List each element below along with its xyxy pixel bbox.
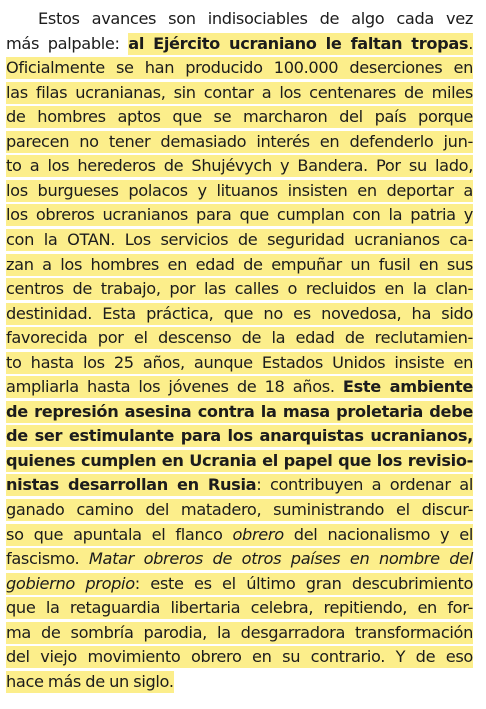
highlighted-text: las filas ucranianas, sin contar a los centenares de miles [6,82,473,102]
highlighted-text: hace más de un siglo. [6,671,174,691]
highlighted-text: los burgueses polacos y lituanos insisten en deportar a [6,180,473,200]
highlighted-text: Matar obreros de otros países en nombre del [88,549,473,569]
highlighted-text: quienes cumplen en Ucrania el papel que los revisio- [6,450,473,470]
highlighted-text: : contribuyen a ordenar al [256,475,473,495]
text-line [6,253,473,277]
text-line [6,523,473,547]
highlighted-text: los obreros ucranianos para que cumplan con la patria y [6,205,473,225]
text-line [6,130,473,154]
highlighted-text: to a los herederos de Shujévych y Bandera. Por su lado, [6,156,473,176]
text-line [6,424,473,448]
text-line [38,7,473,31]
text-line [6,203,473,227]
highlighted-text: ampliarla hasta los jóvenes de 18 años. [6,377,343,397]
text-line [6,81,473,105]
text-line [6,547,473,571]
highlighted-text: ganado camino del matadero, suministrando el discur- [6,500,473,519]
text-line [6,621,473,645]
text-line [6,400,473,424]
text-line [6,179,473,203]
highlighted-text: so que apuntala el flanco [6,524,233,544]
highlighted-text: Este ambiente [342,377,473,397]
text-line [6,375,473,399]
highlighted-text: al Ejército ucraniano le faltan tropas [128,33,469,53]
text-segment: más palpable: [6,33,129,53]
text-line [6,105,473,129]
text-line [6,228,473,252]
text-line [6,498,473,522]
highlighted-text: destinidad. Esta práctica, que no es novedosa, ha sido [6,303,473,323]
text-line [6,572,473,596]
highlighted-text: de represión asesina contra la masa proletaria debe [6,401,473,421]
highlighted-text: ma de sombría parodia, la desgarradora transformación [6,622,473,642]
text-segment: Estos avances son indisociables de algo cada vez [38,9,473,28]
highlighted-text: obrero [232,524,284,544]
highlighted-text: Oficialmente se han producido 100.000 deserciones en [6,58,473,78]
text-line [6,596,473,620]
text-line [6,56,473,80]
text-line [6,154,473,178]
highlighted-text: de hombres aptos que se marcharon del país porque [6,107,473,127]
highlighted-text: to hasta los 25 años, aunque Estados Unidos insiste en [6,352,473,372]
text-line [6,645,473,669]
text-line [6,277,473,301]
highlighted-text: que la retaguardia libertaria celebra, repitiendo, en for- [6,598,473,618]
text-line [6,670,473,694]
text-line [6,473,473,497]
highlighted-text: de ser estimulante para los anarquistas ucranianos, [6,426,473,446]
text-line [6,32,473,56]
highlighted-text: favorecida por el descenso de la edad de reclutamien- [6,328,473,348]
text-line [6,351,473,375]
highlighted-text: con la OTAN. Los servicios de seguridad ucranianos ca- [6,229,473,249]
highlighted-text: del nacionalismo y el [283,524,473,544]
highlighted-text: : este es el último gran descubrimiento [134,573,473,593]
text-line [6,326,473,350]
highlighted-text: gobierno propio [6,573,135,593]
highlighted-text: fascismo. [6,549,89,569]
text-line [6,449,473,473]
highlighted-text: nistas desarrollan en Rusia [6,475,257,495]
highlighted-text: del viejo movimiento obrero en su contrario. Y de eso [6,647,473,667]
highlighted-text: centros de trabajo, por las calles o recluidos en la clan- [6,279,473,299]
highlighted-text: parecen no tener demasiado interés en defenderlo jun- [6,131,473,151]
text-line [6,302,473,326]
highlighted-text: zan a los hombres en edad de empuñar un fusil en sus [6,254,473,274]
highlighted-text: . [468,33,473,53]
